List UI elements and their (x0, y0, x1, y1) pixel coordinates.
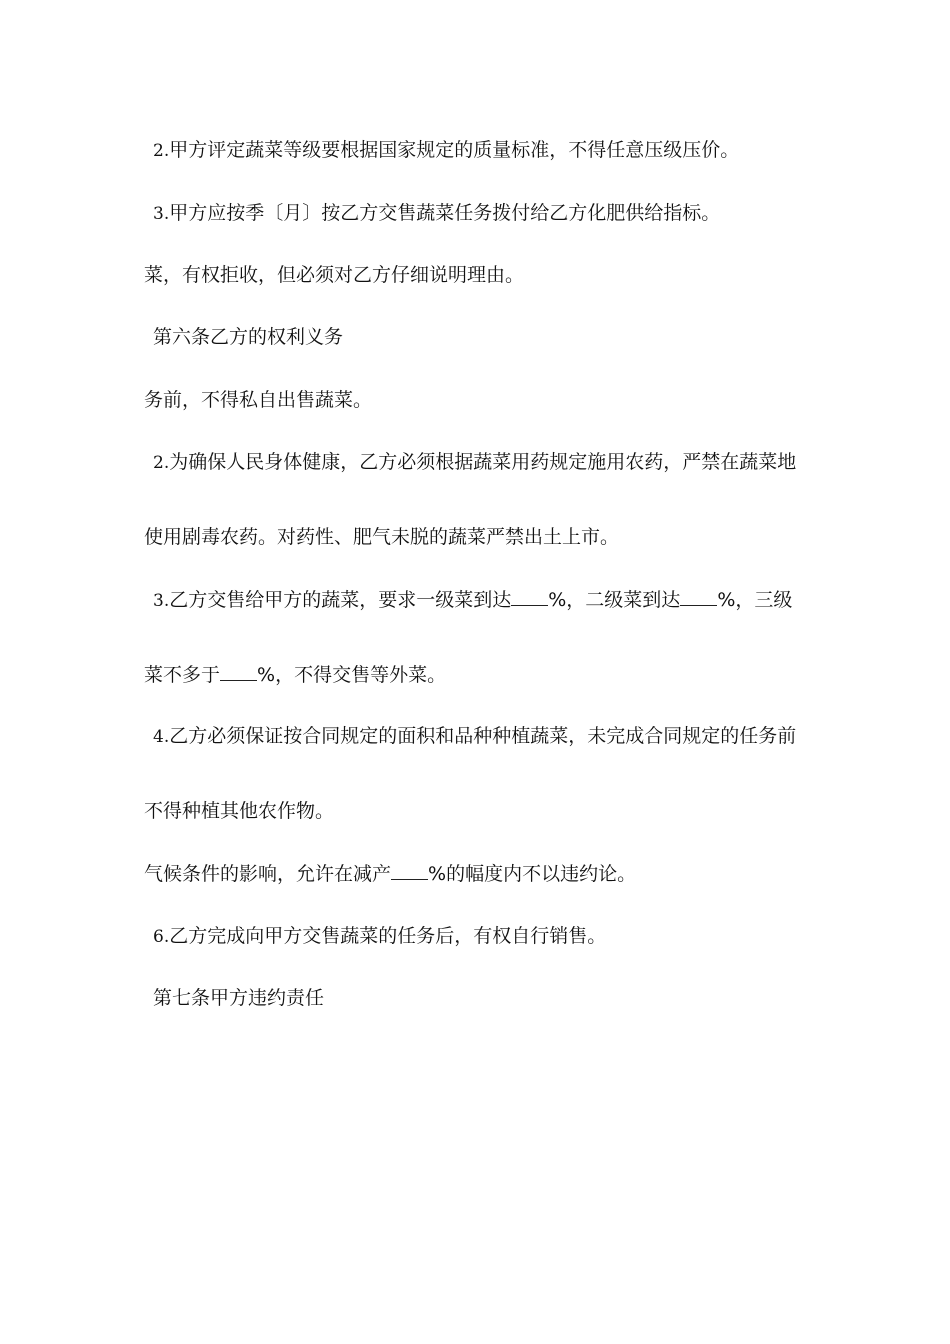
item-number: 3. (153, 204, 170, 224)
paragraph-line (153, 450, 823, 475)
paragraph-line (144, 861, 814, 886)
fill-in-blank (391, 861, 428, 880)
paragraph-text: %，三级 (717, 589, 793, 611)
paragraph-line (153, 724, 823, 749)
item-number: 2. (153, 453, 170, 473)
paragraph-text: %，不得交售等外菜。 (257, 664, 447, 686)
paragraph-line (153, 587, 823, 613)
paragraph-line (144, 799, 814, 823)
paragraph-text: 务前，不得私自出售蔬菜。 (144, 389, 373, 411)
paragraph-text: %的幅度内不以违约论。 (428, 863, 637, 885)
heading-text: 第七条甲方违约责任 (153, 987, 325, 1009)
paragraph-text: 甲方应按季〔月〕按乙方交售蔬菜任务拨付给乙方化肥供给指标。 (169, 202, 721, 224)
paragraph-line (153, 201, 823, 226)
paragraph-text: 乙方交售给甲方的蔬菜，要求一级菜到达 (169, 589, 512, 611)
paragraph-text: 菜不多于 (144, 664, 221, 686)
section-heading (153, 986, 823, 1010)
paragraph-text: 乙方必须保证按合同规定的面积和品种种植蔬菜，未完成合同规定的任务前 (169, 725, 797, 747)
paragraph-text: 甲方评定蔬菜等级要根据国家规定的质量标准，不得任意压级压价。 (169, 139, 740, 161)
heading-text: 第六条乙方的权利义务 (153, 326, 344, 348)
paragraph-text: 为确保人民身体健康，乙方必须根据蔬菜用药规定施用农药，严禁在蔬菜地 (169, 451, 797, 473)
paragraph-text: 菜，有权拒收，但必须对乙方仔细说明理由。 (144, 264, 525, 286)
item-number: 4. (153, 727, 170, 747)
paragraph-text: 使用剧毒农药。对药性、肥气未脱的蔬菜严禁出土上市。 (144, 526, 620, 548)
section-heading (153, 325, 823, 349)
fill-in-blank (220, 662, 257, 681)
paragraph-line (144, 525, 814, 549)
paragraph-line (153, 924, 823, 949)
item-number: 3. (153, 591, 170, 611)
paragraph-text: %，二级菜到达 (548, 589, 681, 611)
paragraph-text: 气候条件的影响，允许在减产 (144, 863, 392, 885)
paragraph-line (144, 388, 814, 412)
fill-in-blank (511, 587, 548, 606)
paragraph-text: 乙方完成向甲方交售蔬菜的任务后，有权自行销售。 (169, 925, 607, 947)
fill-in-blank (680, 587, 717, 606)
paragraph-line (144, 263, 814, 287)
paragraph-line (153, 138, 823, 163)
paragraph-line (144, 662, 814, 687)
paragraph-text: 不得种植其他农作物。 (144, 800, 335, 822)
item-number: 2. (153, 141, 170, 161)
item-number: 6. (153, 927, 170, 947)
